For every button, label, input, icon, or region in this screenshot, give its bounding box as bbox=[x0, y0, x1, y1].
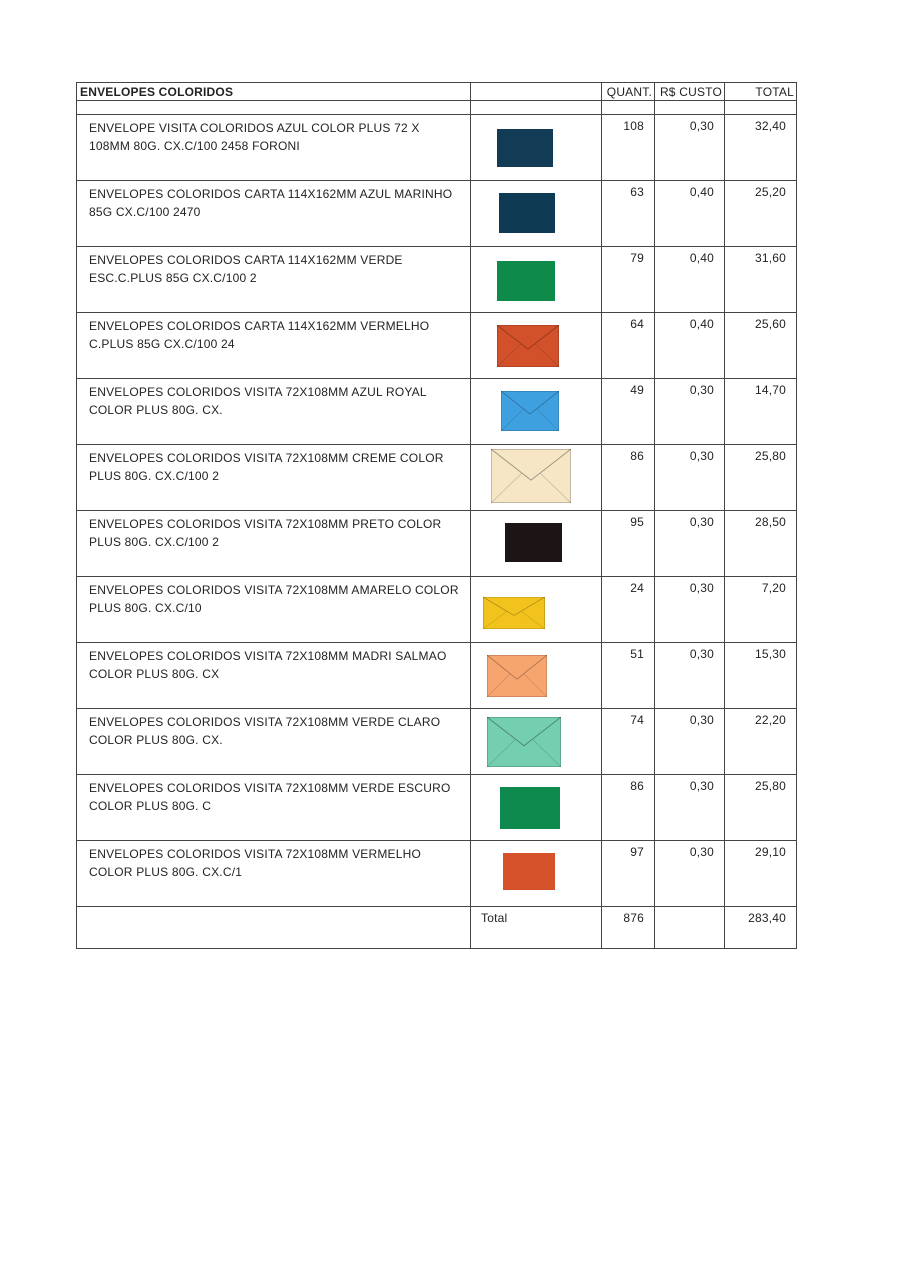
envelope-royal-blue-icon bbox=[501, 391, 559, 431]
header-row bbox=[77, 83, 797, 101]
item-quantity: 74 bbox=[602, 709, 655, 775]
item-image-cell bbox=[471, 247, 602, 313]
item-total: 25,60 bbox=[725, 313, 797, 379]
item-description: ENVELOPES COLORIDOS VISITA 72X108MM VERDE ESCURO COLOR PLUS 80G. C bbox=[77, 775, 471, 841]
item-cost: 0,30 bbox=[655, 379, 725, 445]
total-cost-empty bbox=[655, 907, 725, 949]
item-description: ENVELOPES COLORIDOS VISITA 72X108MM AMARELO COLOR PLUS 80G. CX.C/10 bbox=[77, 577, 471, 643]
item-description: ENVELOPES COLORIDOS CARTA 114X162MM VERMELHO C.PLUS 85G CX.C/100 24 bbox=[77, 313, 471, 379]
header-image-cell bbox=[471, 83, 602, 101]
envelope-salmon-icon bbox=[487, 655, 547, 697]
envelope-red-icon bbox=[503, 853, 555, 890]
item-quantity: 79 bbox=[602, 247, 655, 313]
envelope-dark-green-icon bbox=[497, 261, 555, 301]
item-description: ENVELOPE VISITA COLORIDOS AZUL COLOR PLUS 72 X 108MM 80G. CX.C/100 2458 FORONI bbox=[77, 115, 471, 181]
item-cost: 0,30 bbox=[655, 511, 725, 577]
header-quantity: QUANT. bbox=[602, 83, 655, 101]
item-description: ENVELOPES COLORIDOS VISITA 72X108MM VERMELHO COLOR PLUS 80G. CX.C/1 bbox=[77, 841, 471, 907]
table-row bbox=[77, 379, 797, 445]
table-row bbox=[77, 115, 797, 181]
item-description: ENVELOPES COLORIDOS VISITA 72X108MM PRETO COLOR PLUS 80G. CX.C/100 2 bbox=[77, 511, 471, 577]
item-total: 32,40 bbox=[725, 115, 797, 181]
header-total: TOTAL bbox=[725, 83, 797, 101]
item-image-cell bbox=[471, 775, 602, 841]
envelope-blue-icon bbox=[497, 129, 553, 167]
item-image-cell bbox=[471, 709, 602, 775]
item-quantity: 108 bbox=[602, 115, 655, 181]
item-total: 29,10 bbox=[725, 841, 797, 907]
item-quantity: 95 bbox=[602, 511, 655, 577]
table-row bbox=[77, 247, 797, 313]
item-cost: 0,40 bbox=[655, 247, 725, 313]
item-description: ENVELOPES COLORIDOS VISITA 72X108MM CREME COLOR PLUS 80G. CX.C/100 2 bbox=[77, 445, 471, 511]
item-description: ENVELOPES COLORIDOS CARTA 114X162MM AZUL MARINHO 85G CX.C/100 2470 bbox=[77, 181, 471, 247]
item-description: ENVELOPES COLORIDOS VISITA 72X108MM VERDE CLARO COLOR PLUS 80G. CX. bbox=[77, 709, 471, 775]
item-description: ENVELOPES COLORIDOS CARTA 114X162MM VERDE ESC.C.PLUS 85G CX.C/100 2 bbox=[77, 247, 471, 313]
item-cost: 0,30 bbox=[655, 709, 725, 775]
table-title: ENVELOPES COLORIDOS bbox=[77, 83, 471, 101]
table-row bbox=[77, 181, 797, 247]
table-row bbox=[77, 709, 797, 775]
item-cost: 0,30 bbox=[655, 775, 725, 841]
item-image-cell bbox=[471, 379, 602, 445]
table-row bbox=[77, 445, 797, 511]
item-image-cell bbox=[471, 445, 602, 511]
total-row bbox=[77, 907, 797, 949]
item-image-cell bbox=[471, 313, 602, 379]
item-image-cell bbox=[471, 115, 602, 181]
item-cost: 0,30 bbox=[655, 445, 725, 511]
item-total: 14,70 bbox=[725, 379, 797, 445]
item-cost: 0,40 bbox=[655, 181, 725, 247]
envelope-dark-green-icon bbox=[500, 787, 560, 829]
item-quantity: 86 bbox=[602, 775, 655, 841]
total-empty-cell bbox=[77, 907, 471, 949]
table-row bbox=[77, 841, 797, 907]
item-image-cell bbox=[471, 577, 602, 643]
table-row bbox=[77, 577, 797, 643]
total-quantity: 876 bbox=[602, 907, 655, 949]
envelopes-table bbox=[76, 82, 797, 949]
item-description: ENVELOPES COLORIDOS VISITA 72X108MM MADRI SALMAO COLOR PLUS 80G. CX bbox=[77, 643, 471, 709]
item-image-cell bbox=[471, 841, 602, 907]
item-image-cell bbox=[471, 181, 602, 247]
table-row bbox=[77, 643, 797, 709]
item-cost: 0,30 bbox=[655, 841, 725, 907]
item-total: 7,20 bbox=[725, 577, 797, 643]
item-cost: 0,40 bbox=[655, 313, 725, 379]
item-cost: 0,30 bbox=[655, 577, 725, 643]
table-row bbox=[77, 775, 797, 841]
grand-total: 283,40 bbox=[725, 907, 797, 949]
item-description: ENVELOPES COLORIDOS VISITA 72X108MM AZUL ROYAL COLOR PLUS 80G. CX. bbox=[77, 379, 471, 445]
table-row bbox=[77, 511, 797, 577]
item-total: 25,20 bbox=[725, 181, 797, 247]
envelope-red-icon bbox=[497, 325, 559, 367]
envelope-cream-icon bbox=[491, 449, 571, 503]
item-quantity: 64 bbox=[602, 313, 655, 379]
spacer-row bbox=[77, 101, 797, 115]
envelope-black-icon bbox=[505, 523, 562, 562]
item-image-cell bbox=[471, 643, 602, 709]
item-total: 25,80 bbox=[725, 775, 797, 841]
item-total: 15,30 bbox=[725, 643, 797, 709]
item-quantity: 24 bbox=[602, 577, 655, 643]
item-cost: 0,30 bbox=[655, 643, 725, 709]
header-cost: R$ CUSTO bbox=[655, 83, 725, 101]
item-cost: 0,30 bbox=[655, 115, 725, 181]
envelope-yellow-icon bbox=[483, 597, 545, 629]
item-total: 31,60 bbox=[725, 247, 797, 313]
table-row bbox=[77, 313, 797, 379]
item-quantity: 49 bbox=[602, 379, 655, 445]
envelope-light-green-icon bbox=[487, 717, 561, 767]
envelope-navy-icon bbox=[499, 193, 555, 233]
item-quantity: 97 bbox=[602, 841, 655, 907]
item-total: 25,80 bbox=[725, 445, 797, 511]
item-total: 28,50 bbox=[725, 511, 797, 577]
item-image-cell bbox=[471, 511, 602, 577]
item-quantity: 63 bbox=[602, 181, 655, 247]
item-quantity: 51 bbox=[602, 643, 655, 709]
item-total: 22,20 bbox=[725, 709, 797, 775]
total-label: Total bbox=[471, 907, 602, 949]
item-quantity: 86 bbox=[602, 445, 655, 511]
